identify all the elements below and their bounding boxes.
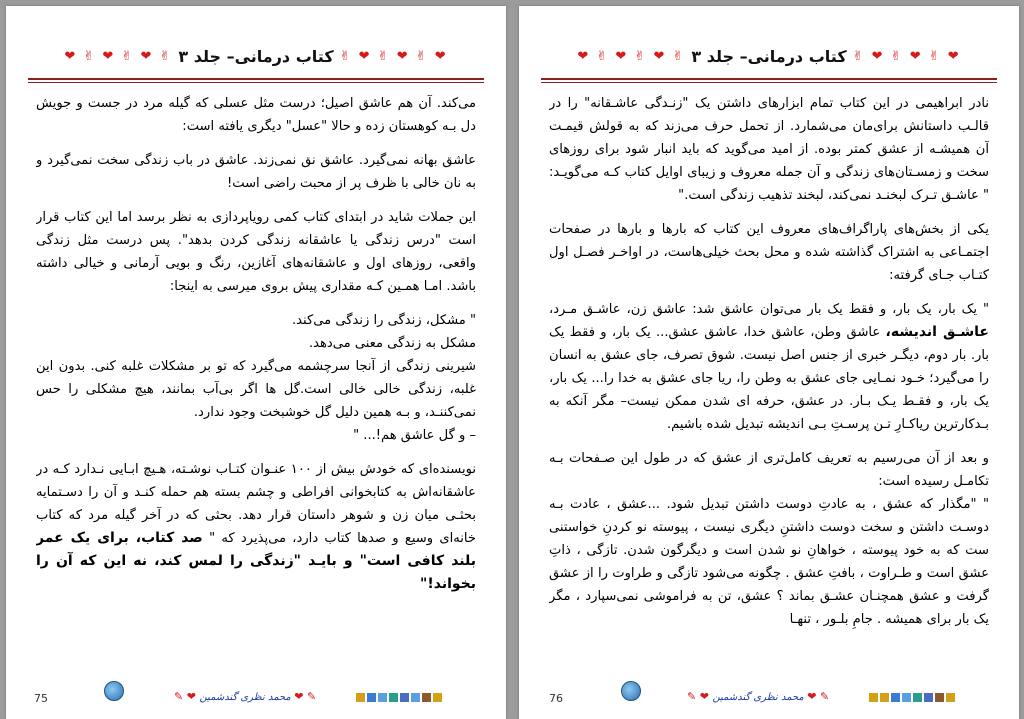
page-number: 75 xyxy=(34,692,48,705)
header-deco-icon: ❤ ✌ ❤ ✌ ❤ ✌ xyxy=(339,48,448,64)
header-divider xyxy=(541,78,997,80)
paragraph-text: عاشق وطن، عاشق خدا، عاشق عشق... یک بار، و فقط یک بار. بار دوم، دیگـر خبری از جنس اصل نیست. شوق تصرف، جای عشق به انسان را می‌گیرد؛ خـود نمـایی جای عشق به وطن را، ریا جای عشق به خدا را... یک بار، یک بار، و فقـط یـک بـار. در عشق، حرفه ای شدن ممکن نیست– مگر آنکه به بـدکارترین ریاکـارِ تـن پرسـتِ بـی اندیشه تبدیل شده باشیم. xyxy=(549,325,989,432)
square-icon xyxy=(891,693,900,702)
footer-squares xyxy=(356,693,442,702)
logo-icon xyxy=(104,681,124,701)
victory-hand-icon xyxy=(880,693,889,702)
paragraph: نادر ابراهیمی در این کتاب تمام ابزارهای داشتن یک "زنـدگی عاشـقانه" را در قالـب داستانش برای‌مان می‌شمارد. از تحمل حرف می‌زند که به قولش قیمـت آن همیشـه از عشق کمتر بوده. از امید می‌گوید که باید انبار شود برای روزهای سخت و زمسـتان‌های زندگی و آن جمله معروف و زیبای اوایل کتاب کـه می‌گویـد: " عاشـق تـرک لبخنـد نمی‌کند، لبخند تذهیب زندگی است." xyxy=(549,96,989,203)
paragraph xyxy=(36,458,476,596)
square-icon xyxy=(400,693,409,702)
header-deco-icon: ❤ ✌ ❤ ✌ ❤ ✌ xyxy=(852,48,961,64)
paragraph: عاشق بهانه نمی‌گیرد. عاشق نق نمی‌زند. عاشق در باب زندگی سخت نمی‌گیرد و به نان خالی با ظرف پر از محبت راضی است! xyxy=(36,153,476,191)
paragraph-text: نویسنده‌ای که خودش بیش از ۱۰۰ عنـوان کتـاب نوشـته، هـیچ ابـایی نـدارد کـه در عاشقانه‌اش به کتابخوانی افراطی و چشم بسته هم حمله کنـد و آن را دسـتمایه بحثـی میان زن و شوهر داستان قرار دهد. بحثی که در آخر گیله مرد که کتاب خانه‌ای وسیع و صدها کتاب دارد، می‌پذیرد که " xyxy=(36,462,476,546)
page-body xyxy=(36,92,476,663)
square-icon xyxy=(389,693,398,702)
page-number: 76 xyxy=(549,692,563,705)
pen-icon: ✎ xyxy=(820,690,830,703)
victory-hand-icon xyxy=(433,693,442,702)
signature-text: محمد نظری گندشمین xyxy=(199,692,291,703)
bold-quote: صد کتاب، برای یک عمر بلند کافی است" و بایـد "زندگی را لمس کند، نه این که آن را بخواند!" xyxy=(36,530,476,592)
pen-icon: ✎ xyxy=(307,690,317,703)
quote-line: شیرینی زندگی از آنجا سرچشمه می‌گیرد که تو بر مشکلات غلبه کنی. بدون این غلبه، زندگی خالی خالی است.گل ها اگر بی‌آب بمانند، هیچ مشکلی را حس نمی‌کننـد، و بـه همین دلیل گل خوشبخت وجود ندارد. xyxy=(36,359,476,420)
square-icon xyxy=(913,693,922,702)
header-divider xyxy=(541,82,997,83)
bold-phrase: عاشـق اندیشه، xyxy=(885,324,989,340)
quote-line: – و گل عاشق هم!... " xyxy=(353,428,476,443)
right-page xyxy=(519,6,1019,719)
header-deco-icon: ✌ ❤ ✌ ❤ ✌ ❤ xyxy=(577,48,686,64)
page-body xyxy=(549,92,989,663)
paragraph xyxy=(549,298,989,436)
logo-icon xyxy=(621,681,641,701)
header-title: کتاب درمانی– جلد ۳ xyxy=(178,46,334,66)
victory-hand-icon xyxy=(356,693,365,702)
heart-icon: ❤ xyxy=(186,690,196,703)
footer-signature xyxy=(687,690,829,703)
signature-text: محمد نظری گندشمین xyxy=(712,692,804,703)
paragraph: می‌کند. آن هم عاشق اصیل؛ درست مثل عسلی که گیله مرد در جست و جویش دل بـه کوهستان زده و حالا "عسل" دیگری یافته است: xyxy=(36,96,476,134)
heart-icon: ❤ xyxy=(699,690,709,703)
page-footer xyxy=(539,679,999,707)
heart-icon: ❤ xyxy=(807,690,817,703)
book-stack-icon xyxy=(935,693,944,702)
square-icon xyxy=(902,693,911,702)
paragraph-text: " یک بار، یک بار، و فقط یک بار می‌توان عاشق شد: عاشق زن، عاشـق مـرد، xyxy=(549,302,989,317)
victory-hand-icon xyxy=(869,693,878,702)
header-title: کتاب درمانی– جلد ۳ xyxy=(691,46,847,66)
paragraph: یکی از بخش‌های پاراگراف‌های معروف این کتاب که بارها و بارها در صفحات اجتمـاعی به اشتراک گذاشته شده و محل بحث خیلی‌هاست، در اواخـر فصـل اول کتـاب جـای گرفته: xyxy=(549,222,989,283)
heart-icon: ❤ xyxy=(294,690,304,703)
left-page xyxy=(6,6,506,719)
header-divider xyxy=(28,82,484,83)
quote-line: مشکل به زندگی معنی می‌دهد. xyxy=(308,336,476,351)
pen-icon: ✎ xyxy=(687,690,697,703)
page-header xyxy=(26,44,486,68)
header-deco-icon: ✌ ❤ ✌ ❤ ✌ ❤ xyxy=(64,48,173,64)
page-header xyxy=(539,44,999,68)
paragraph: این جملات شاید در ابتدای کتاب کمی رویاپردازی به نظر برسد اما این کتاب قرار است "درس زندگی یا عاشقانه زندگی کردن بدهد". پس درست مثل زندگی واقعی، روزهای اول و عاشقانه‌های آغازین، رنگ و بویی آرمانی و خیالی داشته باشد. امـا همـین کـه مقداری پیش بروی میرسی به اینجا: xyxy=(36,210,476,294)
victory-hand-icon xyxy=(946,693,955,702)
square-icon xyxy=(367,693,376,702)
footer-squares xyxy=(869,693,955,702)
quote-line: " مشکل، زندگی را زندگی می‌کند. xyxy=(292,313,476,328)
square-icon xyxy=(924,693,933,702)
square-icon xyxy=(378,693,387,702)
pen-icon: ✎ xyxy=(174,690,184,703)
header-divider xyxy=(28,78,484,80)
paragraph: " "مگذار که عشق ، به عادتِ دوست داشتن تبدیل شود. ...عشق ، عادت بـه دوسـت داشتن و سخت دوست داشتنِ دیگری نیست ، پیوسته نو کردنِ خواستنی ست که به خود پیوسته ، خواهانِ نو شدن است و دیگرگون شدن. تازگی ، ذاتِ عشق است و طـراوت ، بافتِ عشق . چگونه می‌شود تازگی و طراوت را از عشق گرفت و عشق همچنـان عشـق بماند ؟ عشق، تن به فراموشی نمی‌سپارد ، مگر یک بار برای همیشه . جامِ بلـور ، تنهـا xyxy=(549,497,989,627)
book-stack-icon xyxy=(422,693,431,702)
square-icon xyxy=(411,693,420,702)
paragraph: و بعد از آن می‌رسیم به تعریف کامل‌تری از عشق که در طول این صـفحات بـه تکامـل رسیده است: xyxy=(549,451,989,489)
footer-signature xyxy=(174,690,316,703)
page-footer xyxy=(26,679,486,707)
